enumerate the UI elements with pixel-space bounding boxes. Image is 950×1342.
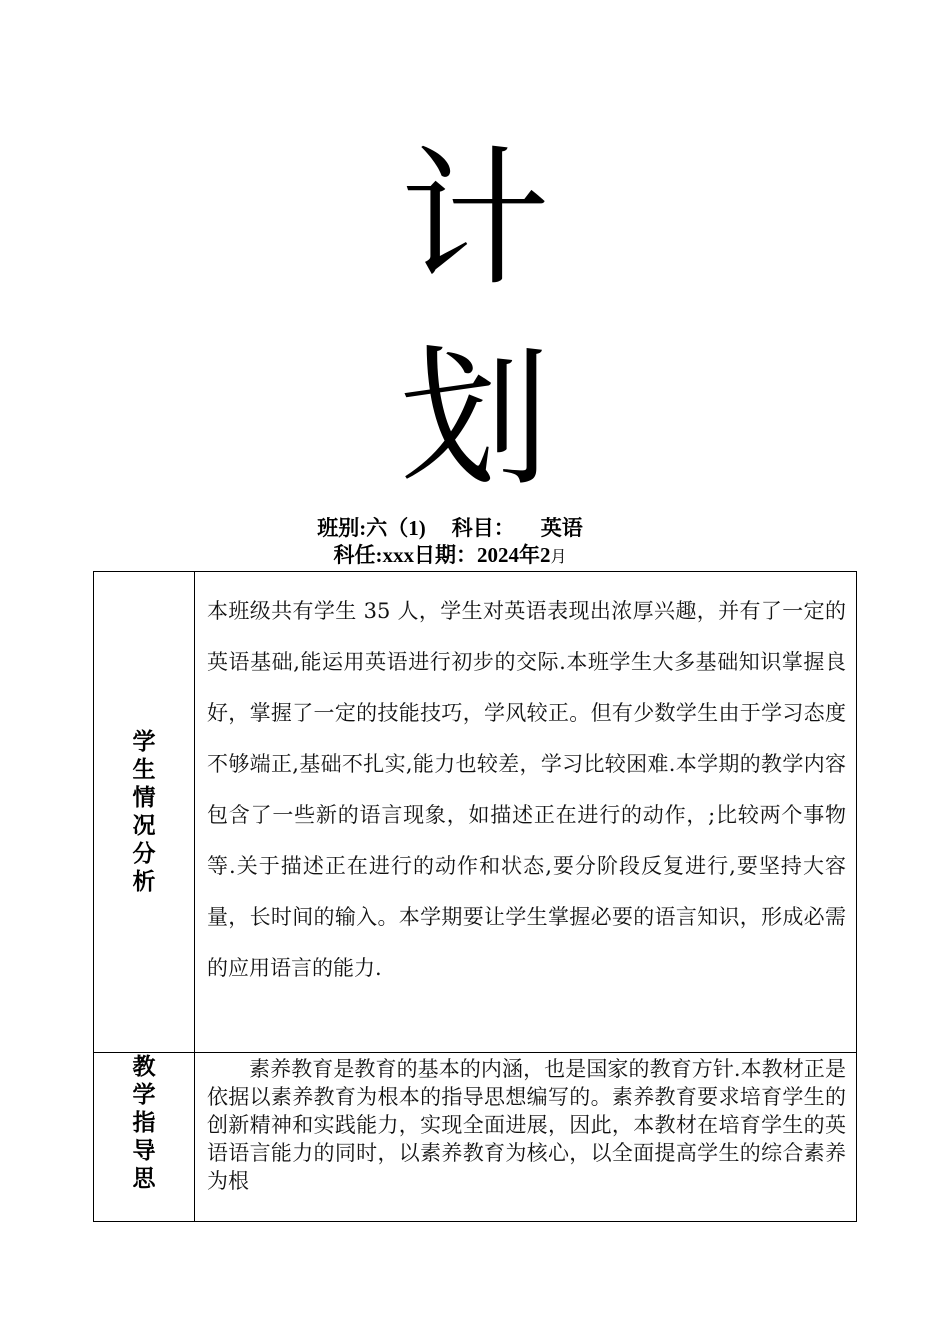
student-analysis-text: 本班级共有学生 35 人，学生对英语表现出浓厚兴趣，并有了一定的英语基础,能运用英语进行初步的交际.本班学生大多基础知识掌握良好，掌握了一定的技能技巧，学风较正。但有少数学生由于学习态度不够端正,基础不扎实,能力也较差，学习比较困难.本学期的教学内容包含了一些新的语言现象，如描述正在进行的动作，;比较两个事物等.关于描述正在进行的动作和状态,要分阶段反复进行,要坚持大容量，长时间的输入。本学期要让学生掌握必要的语言知识，形成必需的应用语言的能力. bbox=[207, 599, 846, 980]
subject-label: 科目： bbox=[451, 516, 515, 540]
section-label: 学生情况分析 bbox=[132, 729, 156, 895]
title-char-1: 计 bbox=[399, 133, 550, 307]
section-label-cell bbox=[94, 572, 195, 1053]
section-label: 教学指导思 bbox=[132, 1054, 156, 1192]
date-label: 日期：2024年2 bbox=[413, 543, 551, 567]
section-label-cell bbox=[94, 1053, 195, 1222]
table-row bbox=[94, 572, 857, 1053]
meta-line-teacher-date bbox=[0, 541, 900, 572]
meta-line-class-subject bbox=[0, 514, 900, 542]
subject-value: 英语 bbox=[540, 516, 583, 540]
section-content-cell bbox=[195, 572, 857, 1053]
title-char-2: 划 bbox=[399, 333, 550, 507]
date-month: 月 bbox=[550, 549, 567, 566]
section-content-cell bbox=[195, 1053, 857, 1222]
table-row bbox=[94, 1053, 857, 1222]
class-label: 班别:六（1) bbox=[317, 516, 426, 540]
teaching-guide-text: 素养教育是教育的基本的内涵，也是国家的教育方针.本教材正是依据以素养教育为根本的指导思想编写的。素养教育要求培育学生的创新精神和实践能力，实现全面进展，因此，本教材在培育学生的英语语言能力的同时，以素养教育为核心，以全面提高学生的综合素养为根 bbox=[207, 1057, 846, 1193]
teacher-label: 科任:xxx bbox=[333, 543, 414, 567]
plan-table bbox=[93, 571, 857, 1222]
